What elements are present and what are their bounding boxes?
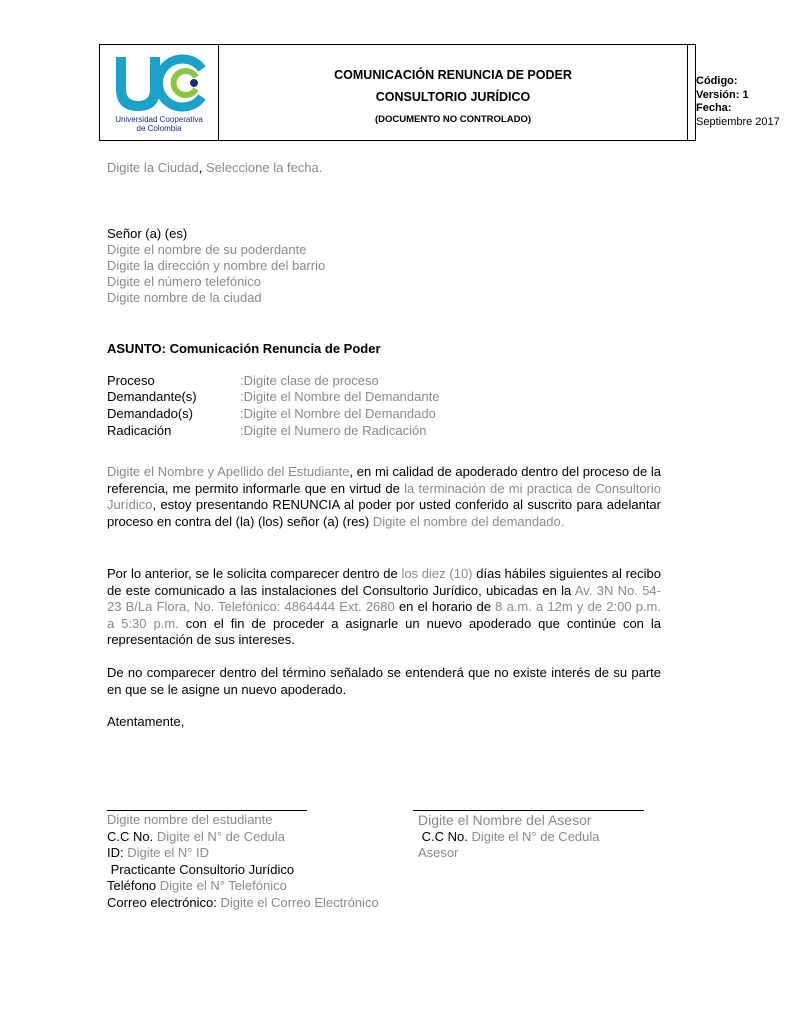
student-email-field[interactable]: Digite el Correo Electrónico [216, 894, 379, 910]
recipient-phone-field[interactable]: Digite el número telefónico [107, 274, 261, 289]
p1-text-b: , estoy presentando RENUNCIA al poder por usted conferido al suscrito para adelantar proceso en contra del (la) (los) señor (a) (res) [107, 497, 661, 529]
student-signature-block [107, 812, 379, 911]
advisor-role: Asesor [418, 845, 459, 860]
student-phone-row [107, 878, 379, 895]
defendant-name-field[interactable]: Digite el nombre del demandado. [372, 513, 565, 529]
city-field[interactable]: Digite la Ciudad [107, 160, 199, 175]
case-value-defendant[interactable]: :Digite el Nombre del Demandado [240, 406, 436, 421]
subject-line: ASUNTO: Comunicación Renuncia de Poder [107, 341, 381, 356]
logo-text-line2: de Colombia [136, 124, 182, 133]
code-label: Código: [696, 75, 738, 87]
case-value-filing[interactable]: :Digite el Numero de Radicación [240, 423, 427, 438]
document-title: COMUNICACIÓN RENUNCIA DE PODER [334, 68, 572, 82]
p2-text-d: con el fin de proceder a asignarle un nuevo apoderado que continúe con la representación de sus intereses. [107, 615, 662, 647]
version-label: Versión: 1 [696, 88, 749, 101]
university-logo-icon [112, 53, 206, 113]
logo-cell [100, 45, 219, 140]
case-label-filing: Radicación [107, 423, 172, 438]
student-name-field[interactable]: Digite el Nombre y Apellido del Estudiante [107, 464, 350, 479]
address-field[interactable]: Av. 3N No. 54-23 B/La Flora, No. Telefónico: 4864444 Ext. 2680 [107, 582, 661, 614]
recipient-name-field[interactable]: Digite el nombre de su poderdante [107, 242, 307, 257]
termination-reason-field[interactable]: la terminación de mi practica de Consultorio Jurídico [107, 480, 661, 512]
date-label: Fecha: [696, 102, 732, 114]
student-phone-label: Teléfono [107, 878, 157, 893]
student-phone-field[interactable]: Digite el N° Telefónico [156, 878, 287, 893]
body-paragraph-2 [107, 566, 661, 649]
advisor-cc-row [418, 829, 600, 846]
recipient-city-field[interactable]: Digite nombre de la ciudad [107, 290, 262, 305]
advisor-name-field[interactable]: Digite el Nombre del Asesor [418, 812, 592, 828]
date-field[interactable]: Seleccione la fecha. [202, 160, 323, 175]
advisor-signature-block [418, 812, 600, 862]
meta-cell [688, 45, 795, 140]
place-date-comma: , [198, 160, 203, 175]
date-value: Septiembre 2017 [696, 115, 780, 128]
logo-text-line1: Universidad Cooperativa [115, 115, 203, 124]
body-paragraph-3: De no comparecer dentro del término señalado se entenderá que no existe interés de su parte en que se le asigne un nuevo apoderado. [107, 665, 661, 697]
control-note: (DOCUMENTO NO CONTROLADO) [374, 114, 532, 125]
days-field[interactable]: los diez (10) [401, 566, 473, 581]
student-id-row [107, 845, 379, 862]
closing: Atentamente, [107, 714, 185, 729]
advisor-cc-label: C.C No. [418, 828, 468, 844]
student-id-label: ID: [107, 845, 124, 860]
recipient-block [107, 226, 325, 306]
student-cc-row [107, 829, 379, 846]
student-role: Practicante Consultorio Jurídico [107, 861, 295, 877]
title-cell [219, 45, 688, 140]
p1-text-a: , en mi calidad de apoderado dentro del proceso de la referencia, me permito informarle que en virtud de [107, 464, 661, 496]
student-id-field[interactable]: Digite el N° ID [123, 845, 210, 860]
student-email-row [107, 895, 379, 912]
case-value-plaintiff[interactable]: :Digite el Nombre del Demandante [240, 389, 440, 404]
advisor-signature-line [413, 810, 644, 811]
case-label-plaintiff: Demandante(s) [107, 389, 197, 404]
student-cc-label: C.C No. [107, 828, 154, 844]
case-value-process[interactable]: :Digite clase de proceso [240, 373, 379, 388]
body-paragraph-1 [107, 464, 661, 530]
student-signature-name-field[interactable]: Digite nombre del estudiante [107, 812, 273, 827]
document-meta [696, 75, 780, 129]
p2-text-b: días hábiles siguientes al recibo de este comunicado a las instalaciones del Consultorio Jurídico, ubicadas en la [107, 566, 662, 598]
salutation: Señor (a) (es) [107, 226, 188, 241]
recipient-address-field[interactable]: Digite la dirección y nombre del barrio [107, 258, 326, 273]
p2-text-c: en el horario de [394, 599, 496, 614]
p2-text-a: Por lo anterior, se le solicita comparecer dentro de [107, 566, 402, 581]
place-date-line [107, 160, 322, 176]
student-signature-line [107, 810, 307, 811]
student-cc-field[interactable]: Digite el N° de Cedula [153, 828, 285, 844]
case-label-defendant: Demandado(s) [107, 406, 193, 421]
document-subtitle: CONSULTORIO JURÍDICO [375, 90, 531, 104]
advisor-cc-field[interactable]: Digite el N° de Cedula [467, 828, 600, 844]
document-header [99, 44, 780, 141]
logo-text [100, 115, 218, 133]
student-email-label: Correo electrónico: [107, 894, 217, 910]
schedule-field[interactable]: 8 a.m. a 12m y de 2:00 p.m. a 5:30 p.m. [107, 599, 661, 631]
case-label-process: Proceso [107, 373, 155, 388]
